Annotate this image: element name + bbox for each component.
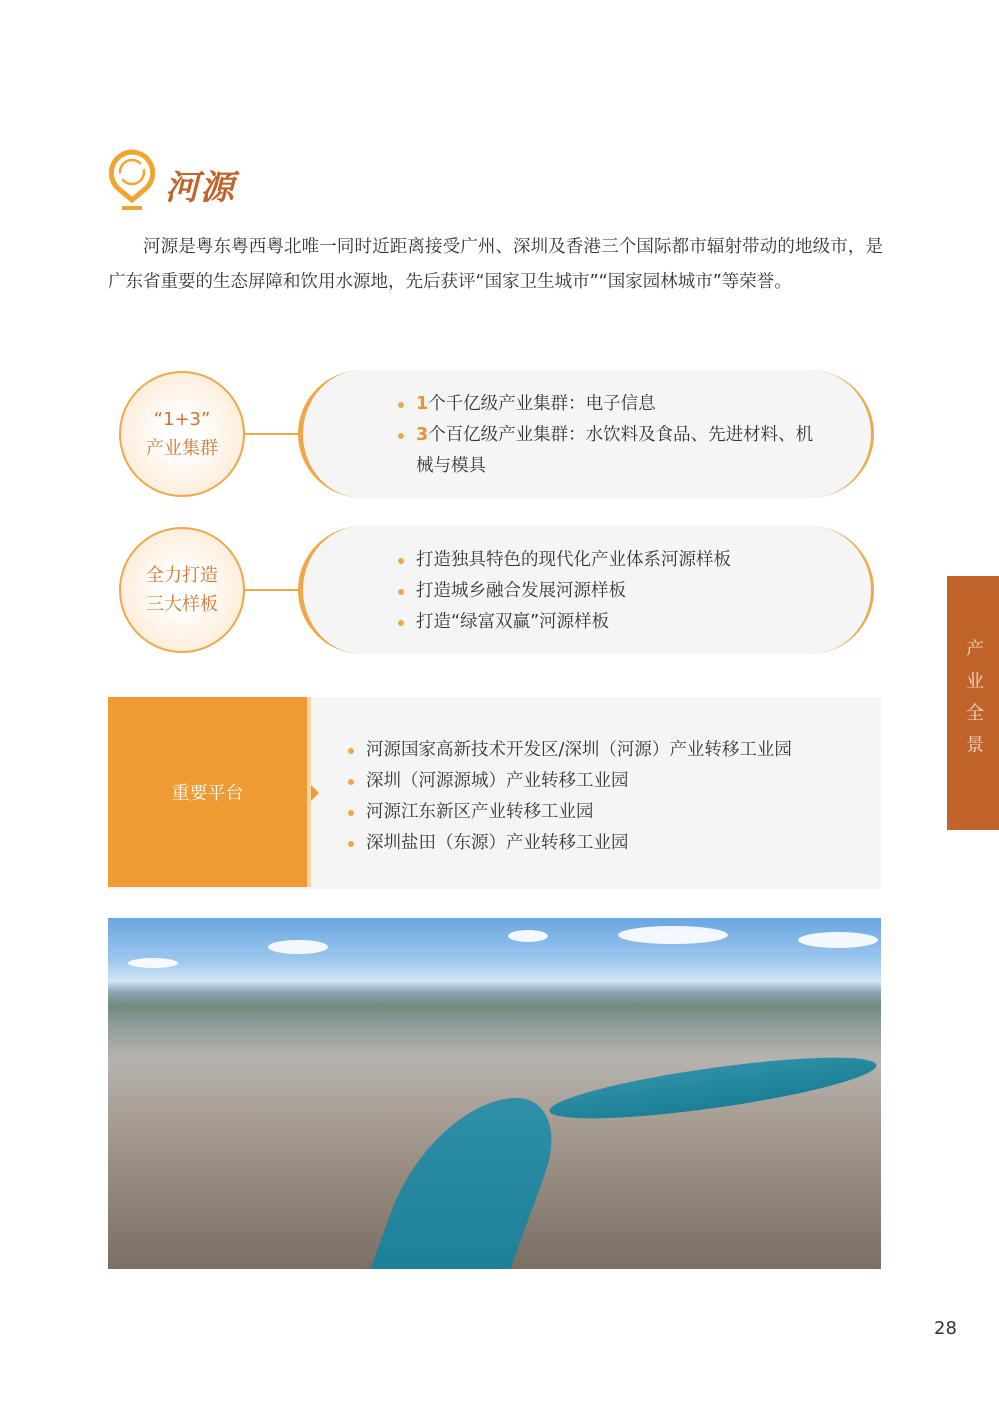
connector-line <box>245 433 303 435</box>
aerial-city-photo <box>108 918 881 1269</box>
badge-line: 三大样板 <box>146 594 218 615</box>
industry-cluster-badge <box>119 371 245 497</box>
badge-line: 产业集群 <box>146 438 218 459</box>
three-models-panel <box>298 526 874 654</box>
three-models-badge <box>119 527 245 653</box>
page-title: 河源 <box>165 168 235 208</box>
section-side-tab[interactable]: 产业全景 <box>947 576 999 830</box>
list-item: 1个千亿级产业集群：电子信息 <box>398 389 818 420</box>
location-pin-icon <box>107 148 157 212</box>
list-item: 河源国家高新技术开发区/深圳（河源）产业转移工业园 <box>348 735 792 766</box>
list-item: 打造“绿富双赢”河源样板 <box>398 607 731 638</box>
badge-line: “1+3” <box>153 409 211 430</box>
platform-panel <box>108 697 881 889</box>
badge-line: 全力打造 <box>146 565 218 586</box>
list-item: 打造独具特色的现代化产业体系河源样板 <box>398 545 731 576</box>
connector-line <box>245 589 303 591</box>
industry-cluster-panel <box>298 370 874 498</box>
list-item: 河源江东新区产业转移工业园 <box>348 797 792 828</box>
page-number: 28 <box>934 1318 957 1339</box>
list-item: 深圳盐田（东源）产业转移工业园 <box>348 828 792 859</box>
platform-label: 重要平台 <box>108 697 311 887</box>
list-item: 深圳（河源源城）产业转移工业园 <box>348 766 792 797</box>
list-item: 打造城乡融合发展河源样板 <box>398 576 731 607</box>
intro-paragraph: 河源是粤东粤西粤北唯一同时近距离接受广州、深圳及香港三个国际都市辐射带动的地级市，是广东省重要的生态屏障和饮用水源地，先后获评“国家卫生城市”“国家园林城市”等荣誉。 <box>108 237 883 292</box>
arrow-icon <box>311 785 319 801</box>
list-item: 3个百亿级产业集群：水饮料及食品、先进材料、机械与模具 <box>398 420 818 482</box>
